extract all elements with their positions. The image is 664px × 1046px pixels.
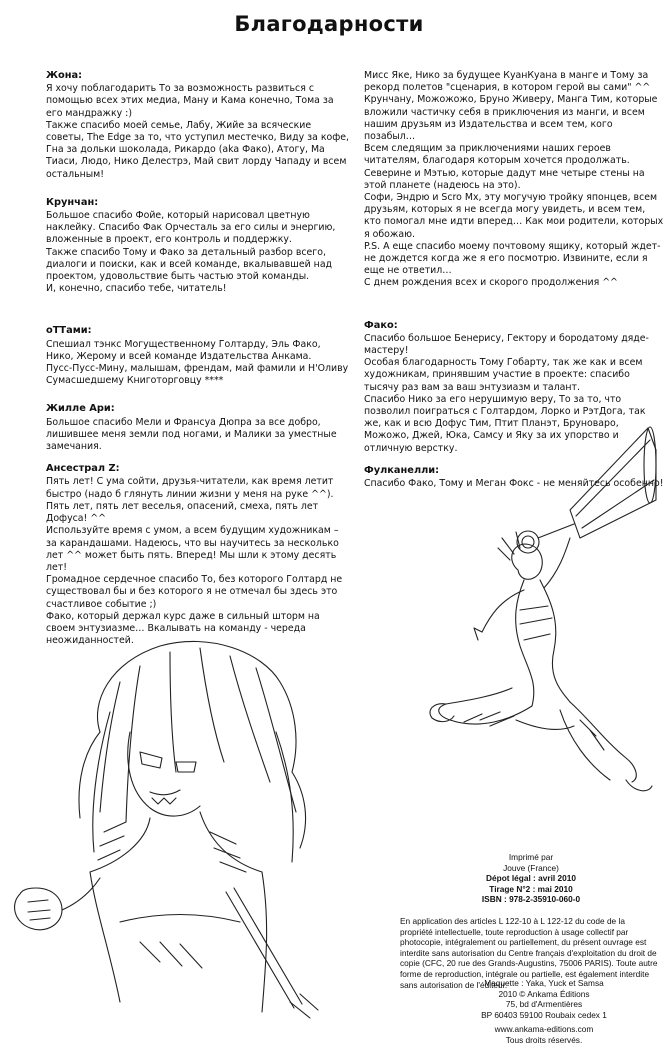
thanks-section-ottami [46,325,350,387]
section-paragraph: Мисс Яке, Нико за будущее КуанКуана в манге и Тому за рекорд полетов "сценария, в котором герой вы сами" ^^ [364,70,651,94]
section-paragraph: Пять лет! С ума сойти, друзья-читатели, как время летит быстро (надо б глянуть линии жизни у меня на руке ^^). [46,476,334,500]
section-author: Фулканелли: [364,464,440,476]
printed-by: Imprimé par [508,852,554,862]
section-paragraph: Я хочу поблагодарить То за возможность развиться с помощью всех этих медиа, Ману и Кама конечно, Тома за его мандражку :) [46,83,334,119]
section-paragraph: Фако, который держал курс даже в сильный шторм на своем энтузиазме… Вкалывать на команду - череда неожиданностей. [46,610,320,647]
section-paragraph: Крунчану, Можожожо, Бруно Живеру, Манга Тим, которые вложили частичку себя в приключения из манги, и всем нашим друзьям из Издательства и всем тем, кого позабыл… [364,94,658,143]
section-paragraph: Пусс-Пусс-Мину, малышам, френдам, май фамили и Н'Оливу Сумасшедшему Книготорговцу **** [46,363,349,387]
section-paragraph: Используйте время с умом, а всем будущим художникам – за карандашами. Надеюсь, что вы научитесь за несколько лет ^^ может быть пять. Вперед! Мы шли к этому десять лет! [46,525,339,573]
page-title: Благодарности [234,12,424,36]
section-paragraph: Также спасибо моей семье, Лабу, Жийе за всяческие советы, The Edge за то, что уступил местечко, Виду за кофе, Гна за дольки шоколада, Рикардо (aka Фако), Атогу, Ма Тиаси, Людо, Нико Делестрэ, Май свит лорду Чападу и всем остальным! [46,119,350,180]
section-paragraph: Спасибо большое Бенерису, Гектору и бородатому дяде-мастеру! [364,332,649,357]
website: www.ankama-editions.com [494,1024,594,1035]
section-paragraph: Спешиал тэнкс Могущественному Голтарду, Эль Фако, Нико, Жерому и всей команде Издательства Анкама. [46,338,321,362]
thanks-section-krunchan [46,197,350,296]
section-paragraph: Пять лет, пять лет веселья, опасений, смеха, пять лет Дофуса! ^^ [46,500,319,525]
printer-info [456,852,606,905]
section-paragraph: Всем следящим за приключениями наших героев читателям, благодаря которым хочется продолжать. Северине и Мэтью, которые дадут мне четыре стены на этой планете (надеюсь на это). [364,143,645,191]
running-character-sketch [420,420,658,840]
section-paragraph: Большое спасибо Мели и Франсуа Дюпра за все добро, лишившее меня земли под ногами, и Малики за уместные замечания. [46,416,337,453]
publisher-credits [430,978,658,1046]
copyright: 2010 © Ankama Éditions [498,988,590,999]
section-paragraph: Спасибо Нико за его нерушимую веру, То за то, что позволил поиграться с Голтардом, Лорко и РэтДога, так же, как и всю Дофус Тим, Птит Планэт, Бруноваро, Можожо, Джей, Юка, Самсу и Яку за их упорство и отличную верстку. [364,393,646,454]
section-author: Крунчан: [46,196,99,208]
section-paragraph: И, конечно, спасибо тебе, читатель! [46,283,227,295]
section-author: Анcестрал Z: [46,463,120,475]
section-paragraph: Также спасибо Тому и Фако за детальный разбор всего, диалоги и поиски, как и всей команде, вкалывавшей над проектом, удовольствие быть частью этой команды. [46,246,333,283]
section-author: Жилле Ари: [46,403,115,415]
address-line-1: 75, bd d'Armentières [505,999,583,1010]
rights-reserved: Tous droits réservés. [505,1034,583,1045]
section-paragraph: С днем рождения всех и скорого продолжения ^^ [364,277,618,289]
section-paragraph: Софи, Эндрю и Scro Mx, эту могучую тройку японцев, всем друзьям, которых я не всегда могу увидеть, и всем тем, кто помогал мне идти вперед… Как мои родители, которых я обожаю. [364,192,664,240]
thanks-section-zhille-ari [46,403,350,453]
section-paragraph: Спасибо Фако, Тому и Меган Фокс - не меняйтесь особенно! [364,478,664,490]
layout-credit: Maquette : Yaka, Yuck et Samsa [484,978,604,988]
thanks-section-continued [364,70,664,290]
section-author: оТТами: [46,325,92,337]
section-paragraph: Громадное сердечное спасибо То, без которого Голтард не существовал бы и без которого я не отмечал бы здесь это счастливое событие ;) [46,574,343,610]
spacer [46,311,350,325]
thanks-section-zhona [46,70,350,181]
isbn: ISBN : 978-2-35910-060-0 [481,894,581,905]
spacer [364,306,664,320]
section-paragraph: Особая благодарность Тому Гобарту, так же как и всем художникам, принявшим участие в проекте: спасибо тысячу раз вам за ваш энтузиазм и талант. [364,357,643,393]
thanks-section-ancestral-z [46,463,350,647]
long-hair-character-sketch [0,622,350,1024]
legal-deposit: Dépot légal : avril 2010 [486,873,576,884]
printer-name: Jouve (France) [503,862,559,873]
print-run: Tirage N°2 : mai 2010 [489,883,573,894]
address-line-2: BP 60403 59100 Roubaix cedex 1 [481,1009,607,1020]
legal-notice: En application des articles L 122-10 à L 122-12 du code de la propriété intellectuelle, toute reproduction à usage collectif par photocopie, intégralement ou partiellement, du présent ouvrage est interdite sans autorisation du Centre français d'exploitation du droit de copie (CFC, 20 rue des Grands-Augustins, 75006 PARIS). Toute autre forme de reproduction, intégrale ou partielle, est également interdite sans autorisation de l'éditeur. [400,916,658,990]
left-column [46,70,350,663]
section-author: Фако: [364,319,398,331]
section-paragraph: P.S. А еще спасибо моему почтовому ящику, который ждет-не дождется когда же я его посмотрю. Извините, если я еще не ответил… [364,240,661,277]
section-author: Жона: [46,70,83,81]
section-paragraph: Большое спасибо Фойе, который нарисовал цветную наклейку. Спасибо Фак Орчесталь за его силы и энергию, вложенные в проект, его контроль и поддержку. [46,210,336,246]
